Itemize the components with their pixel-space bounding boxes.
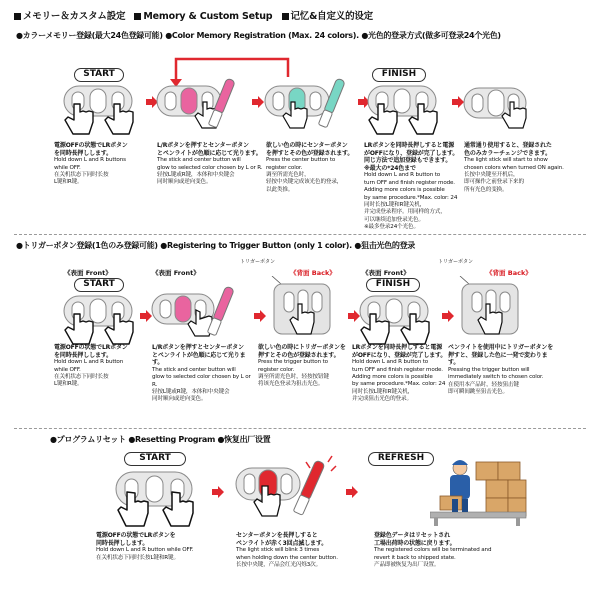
step-text: 電源OFFの状態でLRボタンを 同時長押しします。 Hold down L and R button while OFF. 在关机状态下同时长按L键和R键。 xyxy=(96,532,194,561)
step-text: L/Rボタンを押すとセンターボタン とペンライトが色順に応じて光ります。 The stick and center button will glow to selected color chosen by L or R. 轻按L键或R键，本体和中央键会 同时顺向或逆向变色。 xyxy=(152,344,251,403)
section1-title-cn: ●光色的登录方式(做多可登录24个光色) xyxy=(361,31,501,40)
arrow-right-icon xyxy=(346,486,358,498)
section2-title-en: ●Registering to Trigger Button (only 1 color). xyxy=(160,241,352,250)
refresh-bubble: REFRESH xyxy=(368,452,434,466)
finish-bubble: FINISH xyxy=(372,68,426,82)
header-title-jp: メモリー＆カスタム設定 xyxy=(23,11,126,22)
controller-illustration xyxy=(110,470,206,536)
start-bubble: START xyxy=(124,452,186,466)
arrow-right-icon xyxy=(212,486,224,498)
header-title-cn: 记忆&自定义的设定 xyxy=(290,11,373,22)
start-bubble: START xyxy=(74,68,124,82)
section2-title-cn: ●狙击光色的登录 xyxy=(354,241,415,250)
factory-worker-illustration xyxy=(430,452,530,532)
controller-red-illustration xyxy=(232,454,342,532)
finish-bubble: FINISH xyxy=(366,278,420,292)
controller-illustration xyxy=(58,84,144,144)
controller-pink-illustration xyxy=(150,282,250,352)
front-tag: 《表面 Front》 xyxy=(152,269,200,277)
trigger-label: トリガーボタン xyxy=(240,259,275,265)
controller-illustration xyxy=(362,84,448,144)
step-text: センターボタンを長押しすると ペンライトが赤く3回点滅します。 The light stick will blink 3 times when holding down the center button. 长按中央键，产品会红光闪烁3次。 xyxy=(236,532,338,568)
controller-back-illustration xyxy=(456,276,526,350)
section2-title-jp: ●トリガーボタン登録(1色のみ登録可能) xyxy=(16,241,158,250)
arrow-right-icon xyxy=(442,310,454,322)
controller-hand-illustration xyxy=(462,78,542,144)
header-title-en: Memory & Custom Setup xyxy=(143,11,273,22)
step-text: LRボタンを同時長押しすると電源 がOFFになり、登録が完了します。 Hold down L and R button to turn OFF and finish register mode. Adding more colors is possible by same procedure.*Max. color: 24 同时长按L键和R键关机， 并完成狙击光色的登录。 xyxy=(352,344,447,403)
step-text: LRボタンを同時長押しすると電源 がOFFになり、登録が完了します。 同じ方法で追加登録もできます。 ※最大の*24色まで Hold down L and R button to turn OFF and finish register mode. Adding more colors is possible by same procedure.*Max. color: 24 同时长按L键和R键关机， 并完成登录程序。用同样的方式， 可以继续追加登录光色。 ※最多登录24个光色。 xyxy=(364,142,459,231)
section1-title-en: ●Color Memory Registration (Max. 24 colors). xyxy=(165,31,359,40)
back-tag: 《背面 Back》 xyxy=(290,269,336,277)
page-header xyxy=(14,8,373,22)
section-divider xyxy=(14,234,586,235)
front-tag: 《表面 Front》 xyxy=(64,269,112,277)
section1-title-jp: ●カラーメモリー登録(最大24色登録可能) xyxy=(16,31,163,40)
section3-title-cn: ●恢复出厂设置 xyxy=(217,435,271,444)
step-text: 通常通り使用すると、登録された 色のみカラーチェンジできます。 The light stick will start to show chosen colors when turned ON again. 长按中央键至开机后， 即可操作之前登录下来的 所有光色的变换。 xyxy=(464,142,564,193)
arrow-right-icon xyxy=(254,310,266,322)
front-tag: 《表面 Front》 xyxy=(362,269,410,277)
controller-mint-illustration xyxy=(263,76,363,144)
step-text: 欲しい色の時にトリガーボタンを 押すとその色が登録されます。 Press the trigger button to register color. 调至所需光色时，轻按按钮键 将该光色登录为狙击光色。 xyxy=(258,344,346,388)
controller-back-illustration xyxy=(268,276,338,350)
step-text: 電源OFFの状態でLRボタン を同時長押しします。 Hold down L and R button while OFF. 在关机状态下同时长按 L键和R键。 xyxy=(54,344,128,388)
section1-title xyxy=(16,30,501,41)
section-divider xyxy=(14,428,586,429)
trigger-label: トリガーボタン xyxy=(438,259,473,265)
step-text: L/Rボタンを押すとセンターボタン とペンライトが色順に応じて光ります。 The stick and center button will glow to selected color chosen by L or R. 轻按L键或R键，本体和中央键会 同时顺向或逆向变色。 xyxy=(157,142,263,186)
start-bubble: START xyxy=(74,278,124,292)
section2-title xyxy=(16,240,415,251)
section3-title-jp: ●プログラムリセット xyxy=(50,435,126,444)
section3-title-en: ●Resetting Program xyxy=(128,435,215,444)
section3-title xyxy=(50,434,270,445)
worker-icon xyxy=(440,460,470,512)
step-text: ペンライトを使用中にトリガーボタンを 押すと、登録した色に一発で変わります。 Pressing the trigger button will immediately switch to chosen color. 在使用本产品时，轻按狙击键 即可瞬间跳至狙击光色。 xyxy=(448,344,554,395)
step-text: 電源OFFの状態でLRボタン を同時長押しします。 Hold down L and R buttons while OFF. 在关机状态下同时长按 L键和R键。 xyxy=(54,142,128,186)
step-text: 登録色データはリセットされ 工場出荷時の状態に戻ります。 The registered colors will be terminated and revert it back to shipped state. 产品即被恢复为出厂设置。 xyxy=(374,532,492,568)
step-text: 欲しい色の時にセンターボタン を押すとその色が登録されます。 Press the center button to register color. 调至所需光色时， 轻按中央键完成该光色的登录， 以此类推。 xyxy=(266,142,354,193)
controller-pink-illustration xyxy=(155,76,255,144)
back-tag: 《背面 Back》 xyxy=(486,269,532,277)
